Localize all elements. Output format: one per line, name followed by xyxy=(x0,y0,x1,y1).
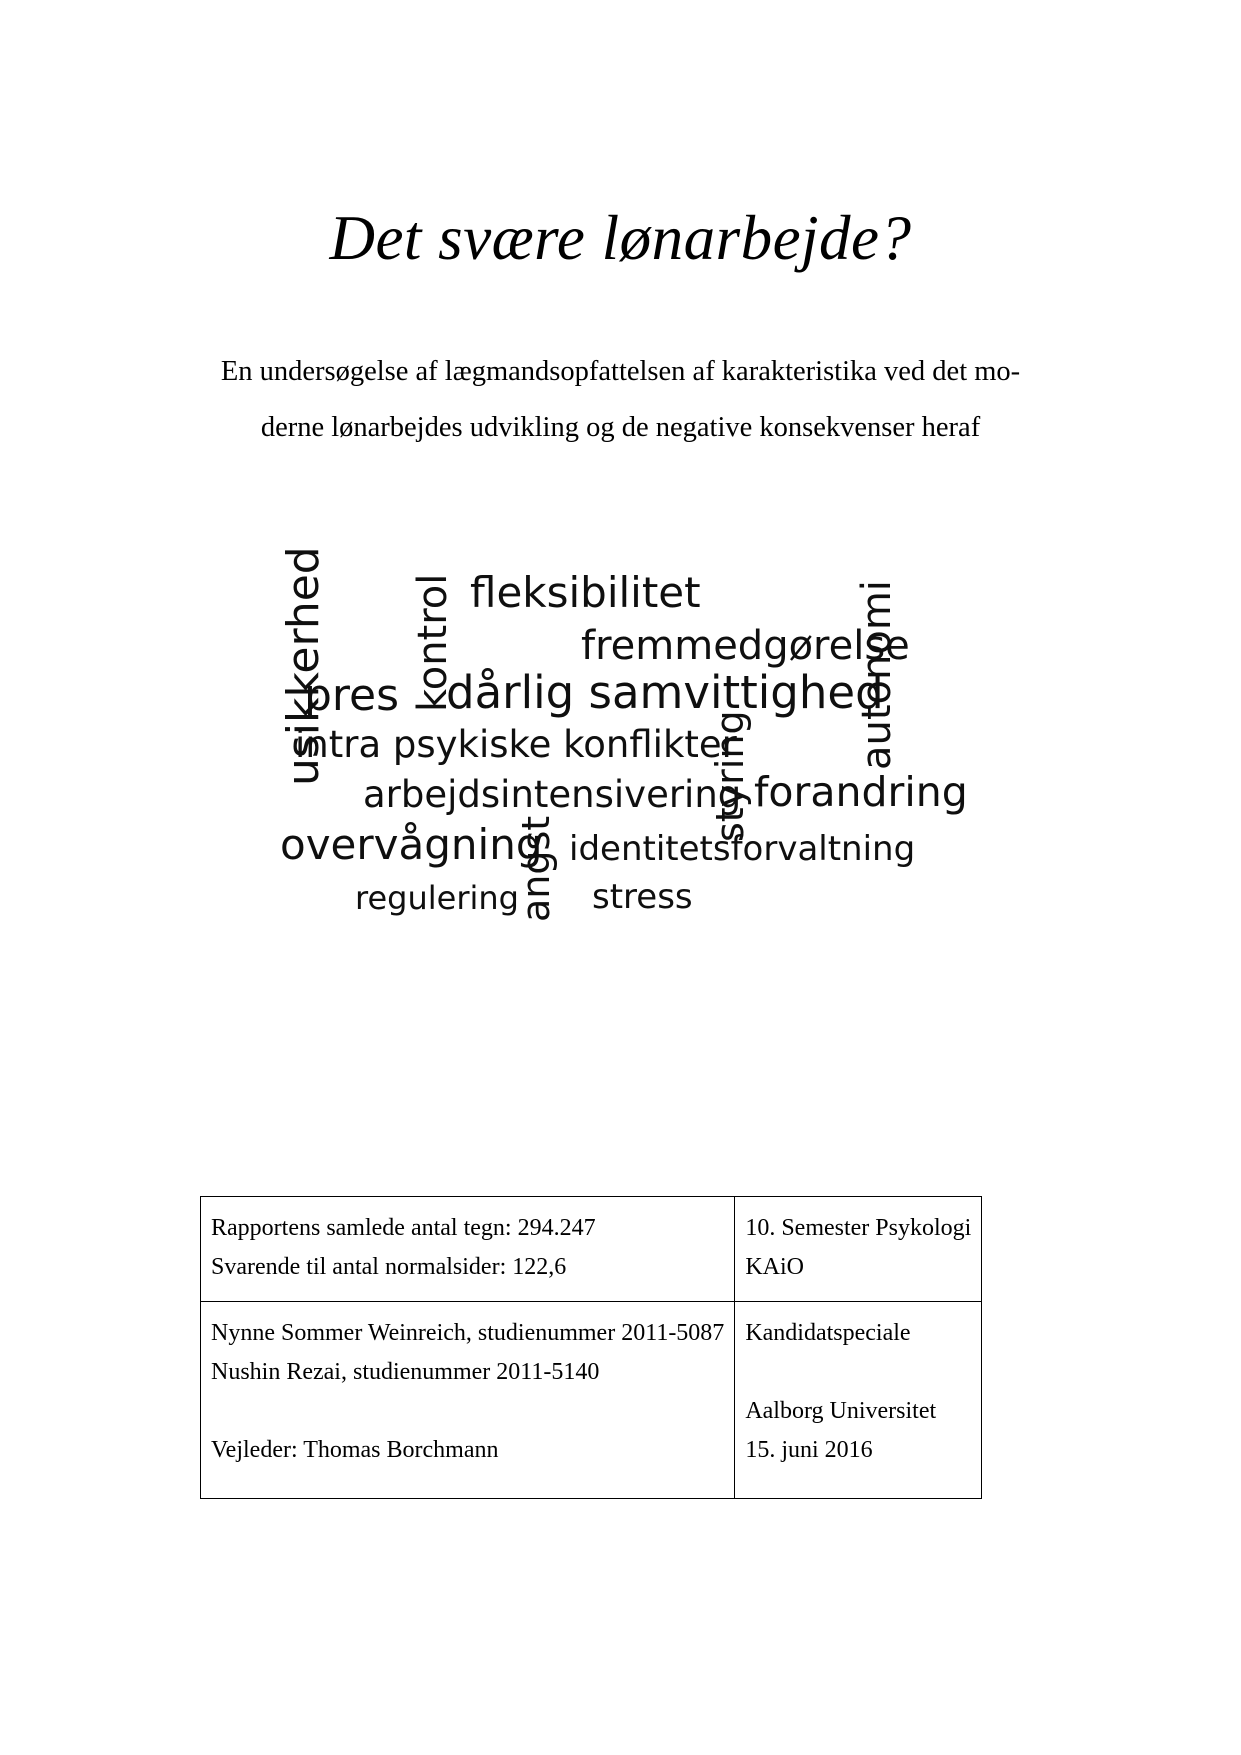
wordcloud-word-intra-psykiske-konflikter: intra psykiske konflikter xyxy=(295,723,737,766)
info-table xyxy=(200,1196,982,1499)
table-row xyxy=(201,1302,982,1499)
author-1: Nynne Sommer Weinreich, studienummer 2011-5087 xyxy=(211,1320,725,1346)
subtitle-line-2: derne lønarbejdes udvikling og de negative konsekvenser heraf xyxy=(260,412,981,443)
wordcloud-word-forandring: forandring xyxy=(754,768,968,816)
wordcloud-word-fleksibilitet: fleksibilitet xyxy=(470,568,701,617)
semester-programme: 10. Semester Psykologi xyxy=(745,1215,972,1241)
wordcloud-word-kontrol: kontrol xyxy=(410,573,456,712)
thesis-meta-spacer xyxy=(745,1353,971,1392)
wordcloud-word-angst: angst xyxy=(514,815,558,922)
wordcloud-word-stress: stress xyxy=(592,877,693,917)
wordcloud-word-overvaagning: overvågning xyxy=(280,820,543,869)
specialisation-code: KAiO xyxy=(745,1254,804,1280)
table-cell-authors xyxy=(201,1302,735,1499)
table-cell-report-stats xyxy=(201,1197,735,1302)
table-cell-programme xyxy=(735,1197,982,1302)
wordcloud-word-identitetsforvaltning: identitetsforvaltning xyxy=(569,829,916,869)
wordcloud-word-regulering: regulering xyxy=(355,879,519,917)
subtitle-line-1: En undersøgelse af lægmandsopfattelsen af karakteristika ved det mo- xyxy=(220,356,1021,387)
page-subtitle xyxy=(198,344,1043,456)
thesis-type: Kandidatspeciale xyxy=(745,1320,911,1346)
supervisor: Vejleder: Thomas Borchmann xyxy=(211,1437,499,1463)
wordcloud-word-usikkerhed: usikkerhed xyxy=(278,546,329,786)
wordcloud-word-styring: styring xyxy=(708,710,752,842)
table-cell-thesis-meta xyxy=(735,1302,982,1499)
wordcloud-word-autonomi: autonomi xyxy=(854,580,900,770)
author-2: Nushin Rezai, studienummer 2011-5140 xyxy=(211,1359,600,1385)
page-title: Det svære lønarbejde? xyxy=(329,203,912,273)
table-row xyxy=(201,1197,982,1302)
university-name: Aalborg Universitet xyxy=(745,1398,937,1424)
submission-date: 15. juni 2016 xyxy=(745,1437,873,1463)
authors-spacer xyxy=(211,1392,724,1431)
report-char-count: Rapportens samlede antal tegn: 294.247 xyxy=(211,1215,596,1241)
wordcloud-word-arbejdsintensivering: arbejdsintensivering xyxy=(363,773,742,816)
report-normal-pages: Svarende til antal normalsider: 122,6 xyxy=(211,1254,567,1280)
wordcloud-word-daarlig-samvittighed: dårlig samvittighed xyxy=(446,666,884,719)
wordcloud-word-fremmedgoerelse: fremmedgørelse xyxy=(581,623,910,669)
word-cloud xyxy=(240,546,970,942)
wordcloud-word-pres: pres xyxy=(304,670,400,721)
